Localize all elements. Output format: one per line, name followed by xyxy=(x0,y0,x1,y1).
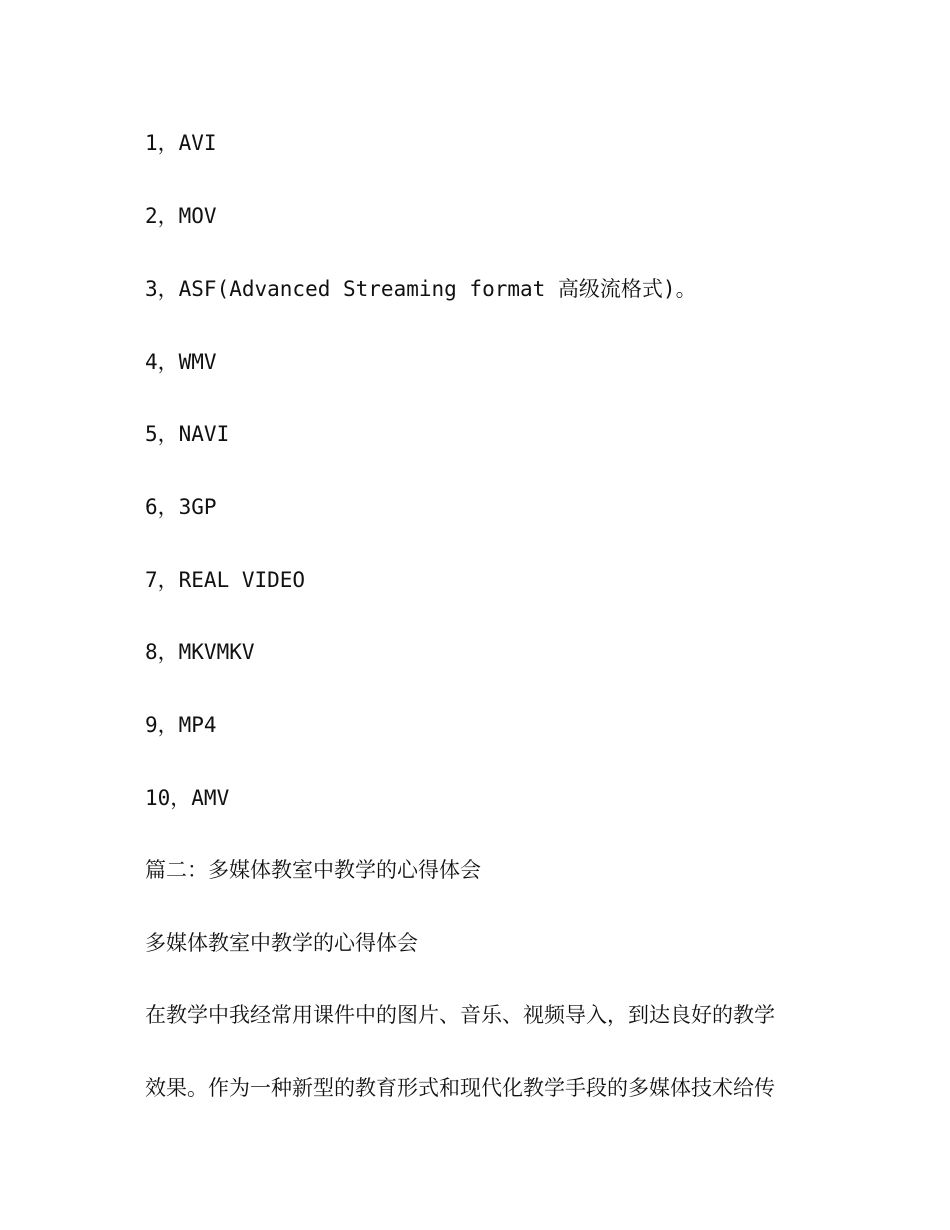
list-item: 4，WMV xyxy=(145,350,217,374)
list-item: 1，AVI xyxy=(145,131,217,155)
paragraph-line: 效果。作为一种新型的教育形式和现代化教学手段的多媒体技术给传 xyxy=(145,1076,775,1100)
list-item: 2，MOV xyxy=(145,204,217,228)
list-item: 7，REAL VIDEO xyxy=(145,568,306,592)
list-item: 9，MP4 xyxy=(145,713,217,737)
article-title: 多媒体教室中教学的心得体会 xyxy=(145,931,418,955)
list-item: 8，MKVMKV xyxy=(145,640,255,664)
section-heading: 篇二：多媒体教室中教学的心得体会 xyxy=(145,858,481,882)
list-item: 10，AMV xyxy=(145,786,230,810)
paragraph-line: 在教学中我经常用课件中的图片、音乐、视频导入，到达良好的教学 xyxy=(145,1003,775,1027)
list-item: 5，NAVI xyxy=(145,422,230,446)
list-item: 6，3GP xyxy=(145,495,217,519)
list-item: 3，ASF(Advanced Streaming format 高级流格式)。 xyxy=(145,277,697,301)
